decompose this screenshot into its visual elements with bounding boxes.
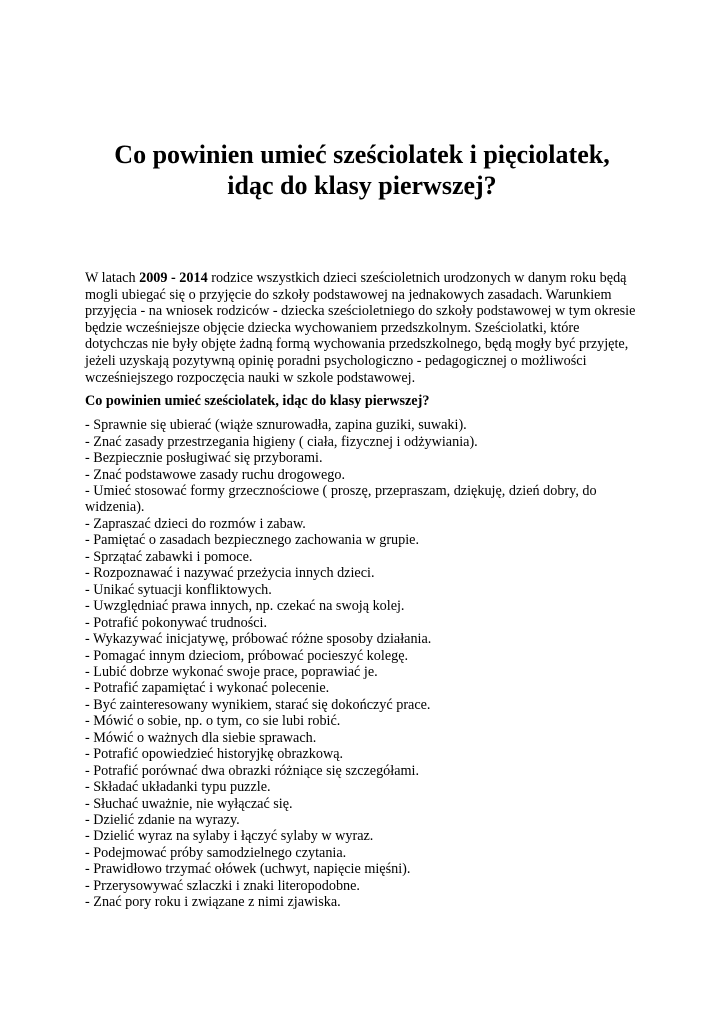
list-item: - Być zainteresowany wynikiem, starać się dokończyć prace. [85,696,431,713]
list-item: - Lubić dobrze wykonać swoje prace, poprawiać je. [85,663,378,680]
list-item: - Sprzątać zabawki i pomoce. [85,548,253,565]
list-item: - Potrafić opowiedzieć historyjkę obrazkową. [85,746,344,763]
list-item: - Znać pory roku i związane z nimi zjawiska. [85,894,341,911]
skills-list [85,417,639,911]
list-item: - Prawidłowo trzymać ołówek (uchwyt, napięcie mięśni). [85,861,411,878]
intro-text-start: W latach [85,270,140,286]
list-item: - Składać układanki typu puzzle. [85,779,271,796]
list-item: - Potrafić porównać dwa obrazki różniące się szczegółami. [85,762,420,779]
list-item: - Sprawnie się ubierać (wiąże sznurowadła, zapina guziki, suwaki). [85,417,467,434]
title-line-2: idąc do klasy pierwszej? [227,171,497,200]
list-item: - Dzielić zdanie na wyrazy. [85,812,240,829]
list-item: - Umieć stosować formy grzecznościowe ( proszę, przepraszam, dziękuję, dzień dobry, do widzenia). [85,482,597,516]
list-item: - Przerysowywać szlaczki i znaki literopodobne. [85,877,360,894]
list-item: - Bezpiecznie posługiwać się przyborami. [85,450,323,467]
list-item: - Unikać sytuacji konfliktowych. [85,581,272,598]
list-item: - Rozpoznawać i nazywać przeżycia innych dzieci. [85,565,375,582]
section-heading: Co powinien umieć sześciolatek, idąc do klasy pierwszej? [85,393,430,410]
list-item: - Znać zasady przestrzegania higieny ( ciała, fizycznej i odżywiania). [85,433,478,450]
intro-years: 2009 - 2014 [139,270,208,286]
list-item: - Potrafić pokonywać trudności. [85,614,268,631]
list-item: - Pamiętać o zasadach bezpiecznego zachowania w grupie. [85,532,420,549]
intro-paragraph [85,270,639,386]
page-title [85,139,639,201]
list-item: - Mówić o sobie, np. o tym, co sie lubi robić. [85,713,341,730]
list-item: - Znać podstawowe zasady ruchu drogowego. [85,466,346,483]
list-item: - Pomagać innym dzieciom, próbować pocieszyć kolegę. [85,647,409,664]
intro-text-rest: rodzice wszystkich dzieci sześcioletnich urodzonych w danym roku będą mogli ubiegać się o przyjęcie do szkoły podstawowej na jednakowych zasadach. Warunkiem przyjęcia - na wniosek rodziców - dziecka sześcioletniego do szkoły podstawowej w tym okresie będzie wcześniejsze objęcie dziecka wychowaniem przedszkolnym. Sześciolatki, które dotychczas nie były objęte żadną formą wychowania przedszkolnego, będą mogły być przyjęte, jeżeli uzyskają pozytywną opinię poradni psychologiczno - pedagogicznej o możliwości wcześniejszego rozpoczęcia nauki w szkole podstawowej. [85,270,636,386]
list-item: - Zapraszać dzieci do rozmów i zabaw. [85,515,306,532]
list-item: - Słuchać uważnie, nie wyłączać się. [85,795,293,812]
title-line-1: Co powinien umieć sześciolatek i pięciolatek, [114,140,610,169]
list-item: - Dzielić wyraz na sylaby i łączyć sylaby w wyraz. [85,828,374,845]
list-item: - Wykazywać inicjatywę, próbować różne sposoby działania. [85,631,432,648]
list-item: - Potrafić zapamiętać i wykonać polecenie. [85,680,330,697]
list-item: - Mówić o ważnych dla siebie sprawach. [85,729,317,746]
list-item: - Uwzględniać prawa innych, np. czekać na swoją kolej. [85,598,405,615]
list-item: - Podejmować próby samodzielnego czytania. [85,844,347,861]
